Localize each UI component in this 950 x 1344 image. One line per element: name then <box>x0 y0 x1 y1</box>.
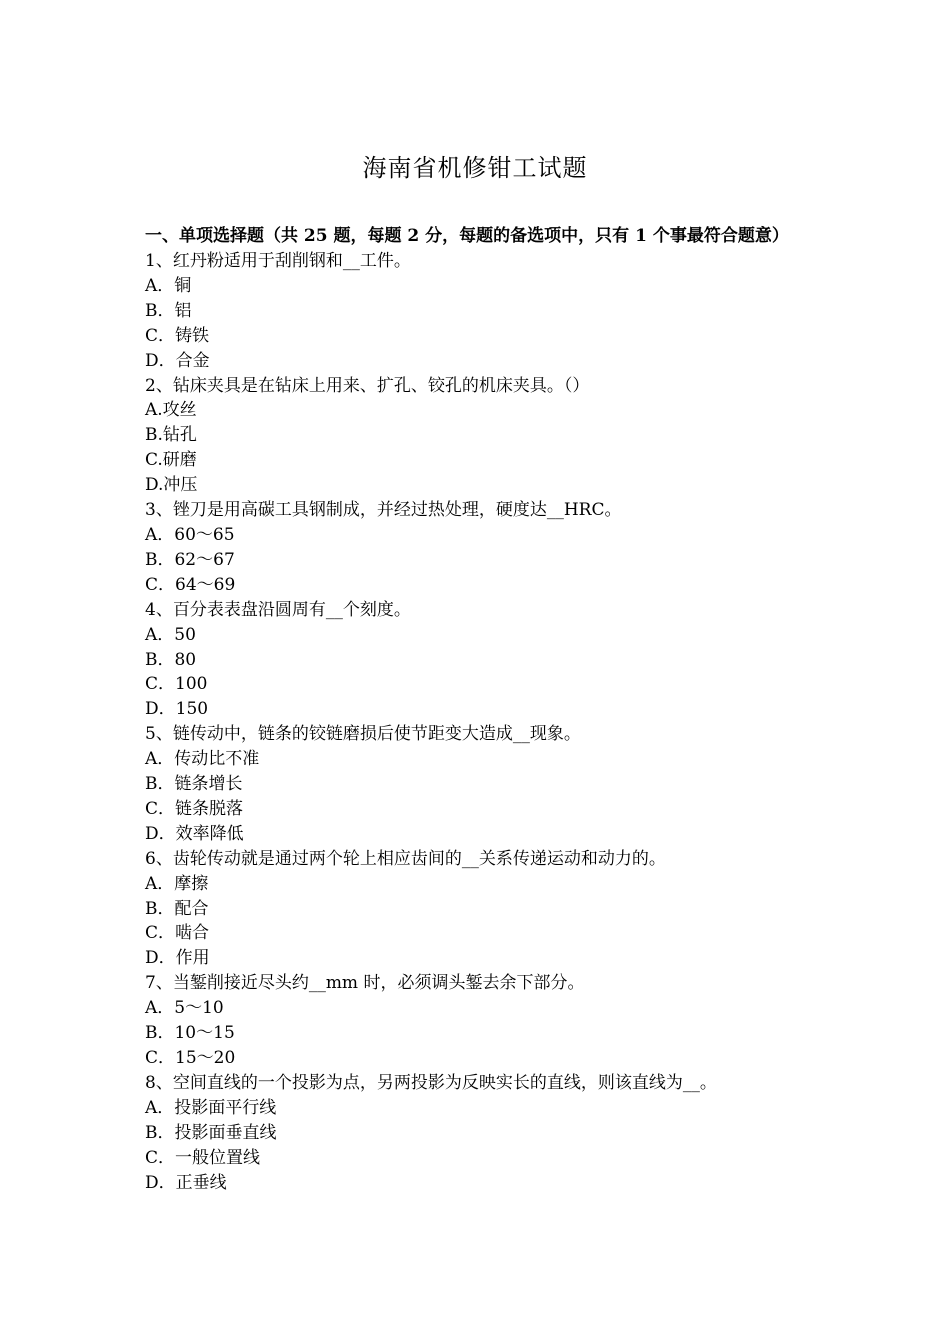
question-stem: 1、红丹粉适用于刮削钢和__工件。 <box>145 251 411 271</box>
section-heading: 一、单项选择题（共 25 题，每题 2 分，每题的备选项中，只有 1 个事最符合题意） <box>145 226 789 246</box>
question-block <box>145 249 810 374</box>
question-list <box>145 249 810 1195</box>
question-block <box>145 847 810 972</box>
answer-option: B．链条增长 <box>145 774 243 795</box>
document-body <box>145 224 810 1195</box>
answer-option: D．正垂线 <box>145 1172 227 1193</box>
answer-option: B．62～67 <box>145 549 235 570</box>
question-stem: 2、钻床夹具是在钻床上用来、扩孔、铰孔的机床夹具。（） <box>145 375 590 396</box>
question-block <box>145 722 810 847</box>
question-block <box>145 498 810 598</box>
question-block <box>145 1071 810 1196</box>
answer-option: C．64～69 <box>145 574 236 595</box>
answer-option: C.研磨 <box>145 450 197 471</box>
answer-option: A.攻丝 <box>145 400 197 421</box>
answer-option: A．60～65 <box>145 524 235 545</box>
answer-option: D．150 <box>145 699 209 720</box>
question-stem: 5、链传动中，链条的铰链磨损后使节距变大造成__现象。 <box>145 724 581 745</box>
answer-option: A．传动比不准 <box>145 749 260 770</box>
question-stem: 3、锉刀是用高碳工具钢制成，并经过热处理，硬度达__HRC。 <box>145 500 622 521</box>
answer-option: A．铜 <box>145 275 192 296</box>
answer-option: C．15～20 <box>145 1048 236 1068</box>
document-title: 海南省机修钳工试题 <box>362 154 588 182</box>
answer-option: C．啮合 <box>145 923 210 944</box>
answer-option: C．一般位置线 <box>145 1147 261 1168</box>
answer-option: A．5～10 <box>145 998 224 1019</box>
answer-option: B．投影面垂直线 <box>145 1122 277 1143</box>
question-stem: 4、百分表表盘沿圆周有__个刻度。 <box>145 599 411 620</box>
answer-option: B．10～15 <box>145 1023 235 1044</box>
answer-option: C．100 <box>145 674 208 695</box>
question-stem: 7、当錾削接近尽头约__mm 时，必须调头錾去余下部分。 <box>145 973 585 994</box>
question-block <box>145 374 810 499</box>
answer-option: D．作用 <box>145 948 210 969</box>
answer-option: B．配合 <box>145 898 209 919</box>
question-block <box>145 971 810 1071</box>
question-stem: 8、空间直线的一个投影为点，另两投影为反映实长的直线，则该直线为__。 <box>145 1072 717 1093</box>
answer-option: C．链条脱落 <box>145 798 244 819</box>
question-block <box>145 598 810 723</box>
answer-option: A．投影面平行线 <box>145 1097 277 1118</box>
answer-option: D．效率降低 <box>145 823 244 844</box>
question-stem: 6、齿轮传动就是通过两个轮上相应齿间的__关系传递运动和动力的。 <box>145 848 666 869</box>
answer-option: A．50 <box>145 624 196 645</box>
answer-option: D.冲压 <box>145 475 198 496</box>
answer-option: B．铝 <box>145 300 192 321</box>
answer-option: D．合金 <box>145 350 210 371</box>
answer-option: B.钻孔 <box>145 425 197 446</box>
answer-option: A．摩擦 <box>145 873 209 894</box>
answer-option: B．80 <box>145 649 197 670</box>
answer-option: C．铸铁 <box>145 325 210 346</box>
